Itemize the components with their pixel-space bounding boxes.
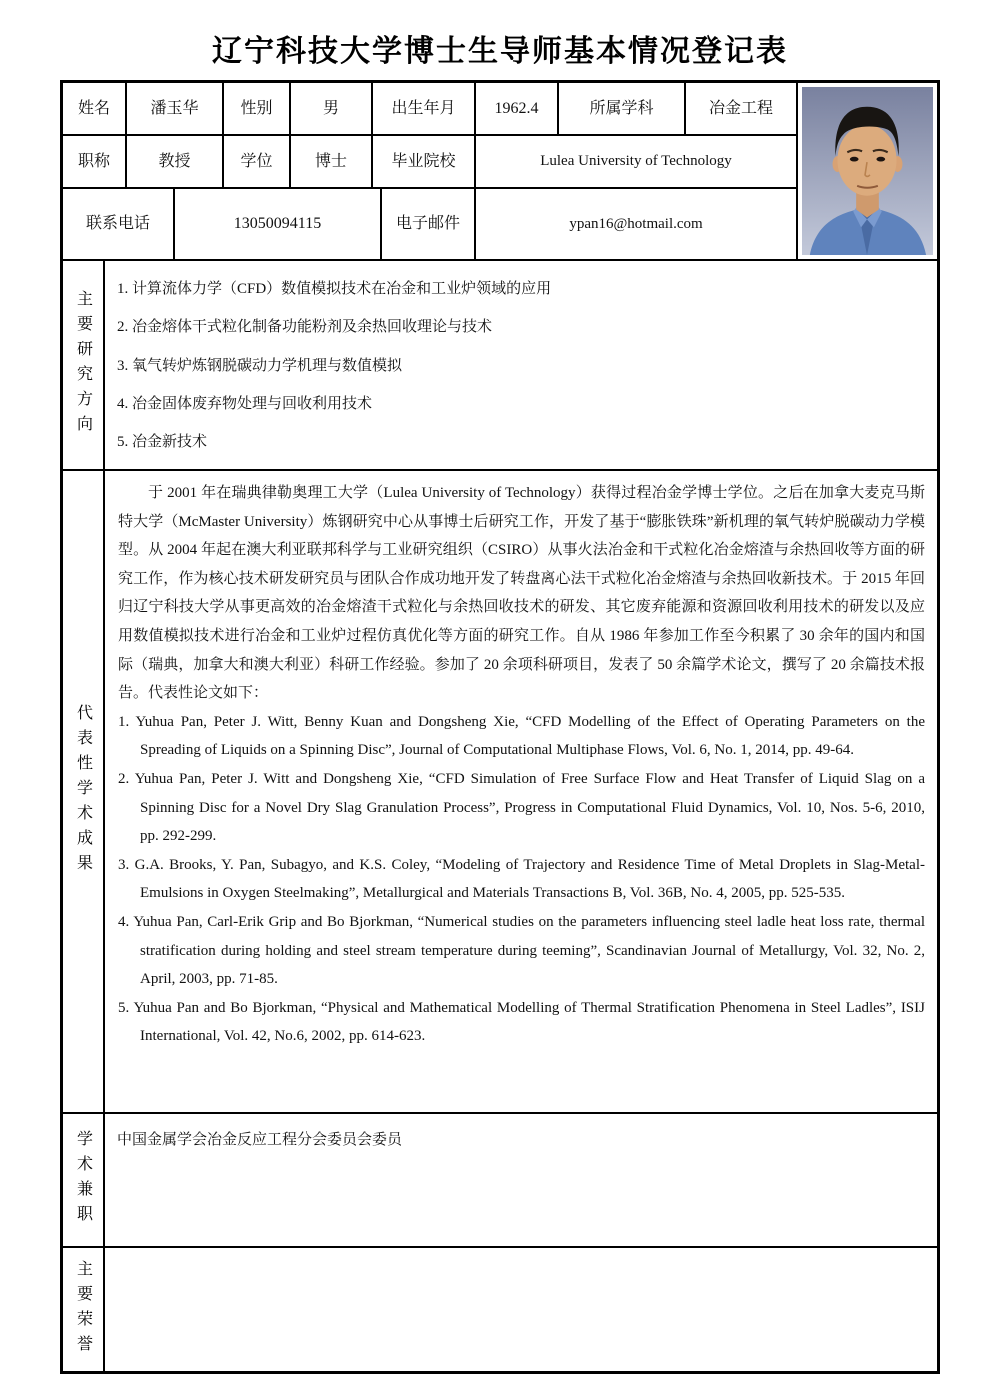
- degree-label-cell: 学位: [223, 135, 290, 188]
- positions-content: 中国金属学会冶金反应工程分会委员会委员: [117, 1132, 403, 1148]
- jobtitle-label-cell: 职称: [62, 135, 126, 188]
- research-direction-item: 3. 氧气转炉炼钢脱碳动力学机理与数值模拟: [117, 357, 403, 374]
- degree-value-cell: 博士: [290, 135, 372, 188]
- achievements-section-label: 代表性学术成果: [74, 704, 92, 879]
- research-directions-list: [105, 261, 937, 469]
- birthdate-value-cell: 1962.4: [475, 82, 558, 135]
- achievements-intro-paragraph: 于 2001 年在瑞典律勒奥理工大学（Lulea University of Technology）获得过程冶金学博士学位。之后在加拿大麦克马斯特大学（McMaster University）炼钢研究中心从事博士后研究工作，开发了基于“膨胀铁珠”新机理的氧气转炉脱碳动力学模型。从 2004 年起在澳大利亚联邦科学与工业研究组织（CSIRO）从事火法冶金和干式粒化冶金熔渣与余热回收等方面的研究工作，作为核心技术研发研究员与团队合作成功地开发了转盘离心法干式粒化冶金熔渣与余热回收新技术。于 2015 年回归辽宁科技大学从事更高效的冶金熔渣干式粒化与余热回收技术的研发、其它废弃能源和资源回收利用技术的研发以及应用数值模拟技术进行冶金和工业炉过程仿真优化等方面的研究工作。自从 1986 年参加工作至今积累了 30 余年的国内和国际（瑞典，加拿大和澳大利亚）科研工作经验。参加了 20 余项科研项目，发表了 50 余篇学术论文，撰写了 20 余篇技术报告。代表性论文如下：: [118, 485, 925, 702]
- publication-item: 1. Yuhua Pan, Peter J. Witt, Benny Kuan and Dongsheng Xie, “CFD Modelling of the Effect of Operating Parameters on the Spreading of Liquids on a Spinning Disc”, Journal of Computational Multiphase Flows, Vol. 6, No. 1, 2014, pp. 49-64.: [118, 713, 925, 759]
- positions-section-label-cell: [62, 1113, 104, 1247]
- birthdate-label-cell: 出生年月: [372, 82, 475, 135]
- phone-label-cell: 联系电话: [62, 188, 174, 260]
- discipline-label-cell: 所属学科: [558, 82, 685, 135]
- phone-value-cell: 13050094115: [174, 188, 381, 260]
- honors-section-label: 主要荣誉: [74, 1259, 92, 1360]
- school-value-cell: Lulea University of Technology: [475, 135, 797, 188]
- achievements-body: [105, 471, 937, 1051]
- name-label-cell: 姓名: [62, 82, 126, 135]
- page-title: 辽宁科技大学博士生导师基本情况登记表: [212, 35, 788, 68]
- portrait-photo-graphic: [802, 87, 933, 255]
- research-direction-item: 2. 冶金熔体干式粒化制备功能粉剂及余热回收理论与技术: [117, 319, 493, 336]
- jobtitle-value-cell: 教授: [126, 135, 223, 188]
- research-direction-item: 4. 冶金固体废弃物处理与回收利用技术: [117, 395, 373, 412]
- name-value-cell: 潘玉华: [126, 82, 223, 135]
- publication-item: 3. G.A. Brooks, Y. Pan, Subagyo, and K.S. Coley, “Modeling of Trajectory and Residence Time of Metal Droplets in Slag-Metal-Emulsions in Oxygen Steelmaking”, Metallurgical and Materials Transactions B, Vol. 36B, No. 4, 2005, pp. 525-535.: [118, 856, 925, 902]
- achievements-section-label-cell: [62, 470, 104, 1113]
- gender-value-cell: 男: [290, 82, 372, 135]
- positions-section-label: 学术兼职: [74, 1130, 92, 1230]
- positions-section-content-cell: [104, 1113, 938, 1247]
- publication-item: 2. Yuhua Pan, Peter J. Witt and Dongsheng Xie, “CFD Simulation of Free Surface Flow and Heat Transfer of Liquid Slag on a Spinning Disc for a Novel Dry Slag Granulation Process”, Progress in Computational Fluid Dynamics, Vol. 10, Nos. 5-6, 2010, pp. 292-299.: [118, 770, 925, 845]
- research-direction-item: 5. 冶金新技术: [117, 434, 208, 450]
- research-section-label: 主要研究方向: [74, 290, 92, 440]
- research-direction-item: 1. 计算流体力学（CFD）数值模拟技术在冶金和工业炉领域的应用: [117, 281, 552, 297]
- school-label-cell: 毕业院校: [372, 135, 475, 188]
- honors-section-label-cell: [62, 1247, 104, 1372]
- publication-item: 5. Yuhua Pan and Bo Bjorkman, “Physical and Mathematical Modelling of Thermal Stratification Phenomena in Steel Ladles”, ISIJ International, Vol. 42, No.6, 2002, pp. 614-623.: [118, 999, 925, 1045]
- honors-section-content-cell: [104, 1247, 938, 1372]
- portrait-photo: [797, 82, 938, 260]
- publication-item: 4. Yuhua Pan, Carl-Erik Grip and Bo Bjorkman, “Numerical studies on the parameters influencing steel ladle heat loss rate, thermal stratification during holding and steel stream temperature during teeming”, Scandinavian Journal of Metallurgy, Vol. 32, No. 2, April, 2003, pp. 71-85.: [118, 913, 925, 988]
- email-label-cell: 电子邮件: [381, 188, 475, 260]
- publication-list: [118, 708, 925, 1051]
- discipline-value-cell: 冶金工程: [685, 82, 797, 135]
- research-section-label-cell: [62, 260, 104, 470]
- achievements-section-content-cell: [104, 470, 938, 1113]
- honors-content: [105, 1248, 937, 1276]
- email-value-cell: ypan16@hotmail.com: [475, 188, 797, 260]
- gender-label-cell: 性别: [223, 82, 290, 135]
- research-section-content-cell: [104, 260, 938, 470]
